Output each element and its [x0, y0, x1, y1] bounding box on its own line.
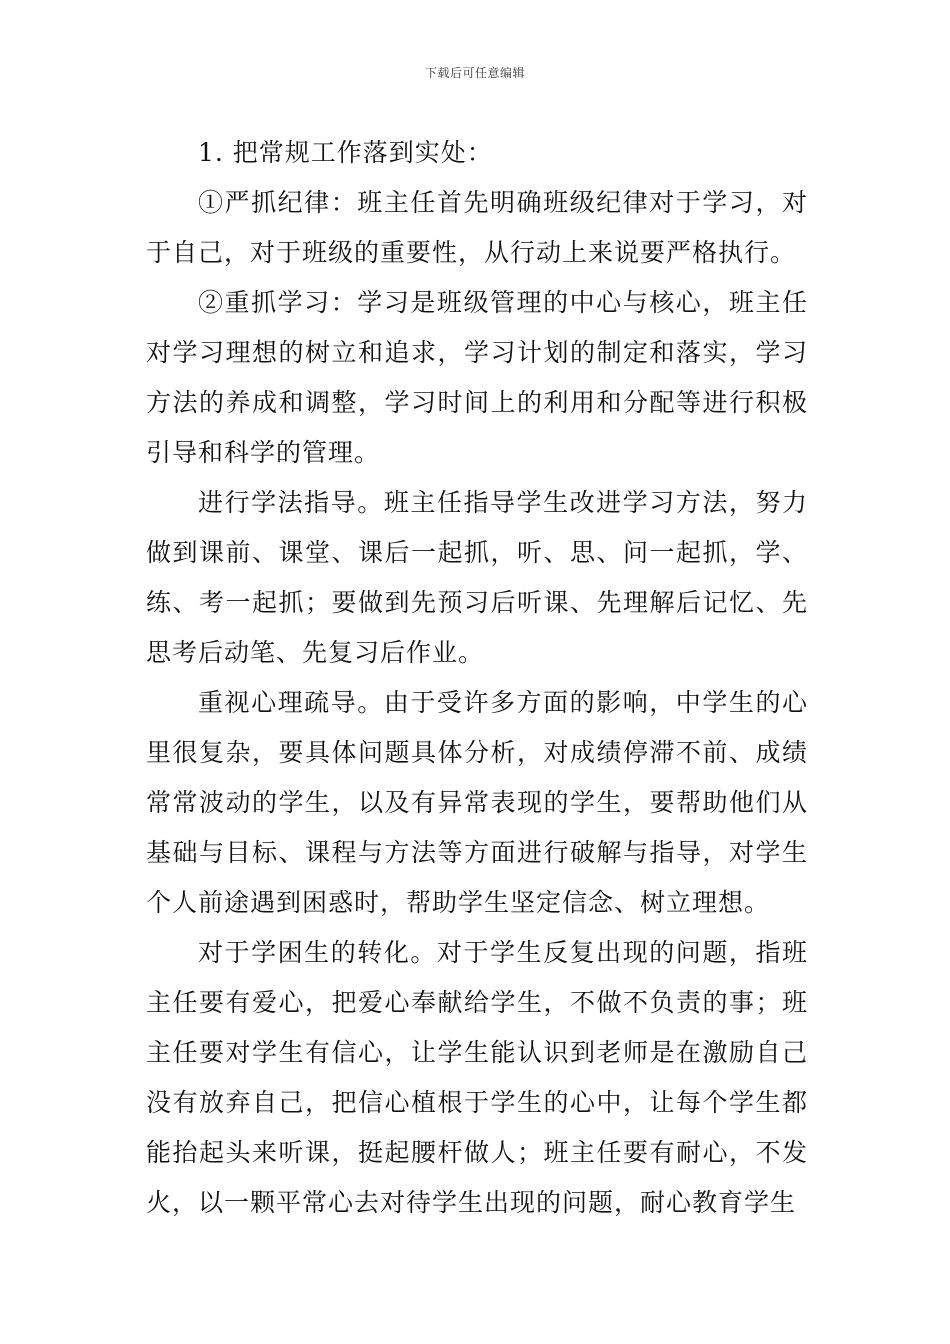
paragraph-2: ①严抓纪律：班主任首先明确班级纪律对于学习，对于自己，对于班级的重要性，从行动上来说要严格执行。 — [146, 188, 808, 267]
page-header: 下载后可任意编辑 — [424, 66, 525, 80]
paragraph-1: 1. 把常规工作落到实处： — [198, 138, 493, 167]
paragraph-5: 重视心理疏导。由于受许多方面的影响，中学生的心里很复杂，要具体问题具体分析，对成绩停滞不前、成绩常常波动的学生，以及有异常表现的学生，要帮助他们从基础与目标、课程与方法等方面进行破解与指导，对学生个人前途遇到困惑时，帮助学生坚定信念、树立理想。 — [146, 688, 808, 917]
document-body — [146, 128, 808, 1228]
paragraph-4: 进行学法指导。班主任指导学生改进学习方法，努力做到课前、课堂、课后一起抓，听、思、问一起抓，学、练、考一起抓；要做到先预习后听课、先理解后记忆、先思考后动笔、先复习后作业。 — [146, 488, 808, 667]
paragraph-6: 对于学困生的转化。对于学生反复出现的问题，指班主任要有爱心，把爱心奉献给学生，不做不负责的事；班主任要对学生有信心，让学生能认识到老师是在激励自己没有放弃自己，把信心植根于学生的心中，让每个学生都能抬起头来听课，挺起腰杆做人；班主任要有耐心，不发火，以一颗平常心去对待学生出现的问题，耐心教育学生 — [146, 938, 808, 1217]
paragraph-3: ②重抓学习：学习是班级管理的中心与核心，班主任对学习理想的树立和追求，学习计划的制定和落实，学习方法的养成和调整，学习时间上的利用和分配等进行积极引导和科学的管理。 — [146, 288, 808, 467]
